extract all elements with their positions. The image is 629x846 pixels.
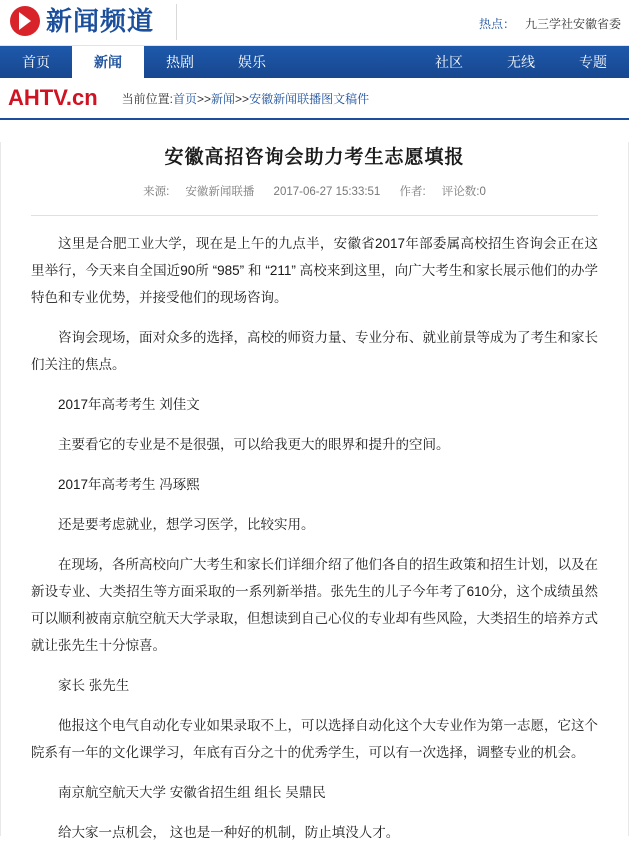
article-paragraph: 主要看它的专业是不是很强，可以给我更大的眼界和提升的空间。 — [58, 437, 450, 452]
article-paragraph: 这里是合肥工业大学，现在是上午的九点半，安徽省2017年部委属高校招生咨询会正在这里举行，今天来自全国近90所 “985” 和 “211” 高校来到这里，向广大考生和家长展示他们的办学特色和专业优势，并接受他们的现场咨询。 — [31, 236, 598, 305]
header-divider — [176, 4, 177, 40]
site-brand-mark: AHTV.cn — [8, 85, 98, 110]
article-paragraph: 给大家一点机会， 这也是一种好的机制，防止填没人才。 — [58, 825, 400, 840]
article-paragraph: 南京航空航天大学 安徽省招生组 组长 吴鼎民 — [58, 785, 326, 800]
breadcrumb-prefix: 当前位置: — [121, 91, 173, 106]
article-paragraph: 咨询会现场，面对众多的选择，高校的师资力量、专业分布、就业前景等成为了考生和家长们关注的焦点。 — [31, 330, 598, 372]
breadcrumb-separator-1: >> — [197, 91, 212, 106]
article-datetime: 2017-06-27 15:33:51 — [273, 186, 381, 198]
play-circle-icon — [10, 6, 40, 36]
article-meta — [13, 183, 616, 211]
hot-topics-label: 热点： — [478, 17, 515, 31]
nav-item-home[interactable]: 首页 — [22, 54, 50, 70]
article-author-label: 作者: — [399, 186, 426, 198]
article-source: 安徽新闻联播 — [185, 186, 255, 198]
nav-item-drama[interactable]: 热剧 — [166, 54, 194, 70]
article-container — [0, 142, 629, 840]
nav-item-special[interactable]: 专题 — [579, 54, 607, 70]
article-source-label: 来源: — [143, 186, 170, 198]
page-title: 安徽高招咨询会助力考生志愿填报 — [164, 147, 465, 168]
nav-left-group — [0, 46, 288, 78]
article-paragraph: 还是要考虑就业，想学习医学，比较实用。 — [58, 517, 315, 532]
article-paragraph: 2017年高考考生 刘佳文 — [58, 397, 200, 412]
main-navigation — [0, 46, 629, 78]
breadcrumb-item-news[interactable]: 新闻 — [211, 91, 236, 106]
article-paragraph: 2017年高考考生 冯琢熙 — [58, 477, 200, 492]
nav-item-community[interactable]: 社区 — [435, 54, 463, 70]
nav-item-news[interactable]: 新闻 — [72, 46, 144, 78]
article-paragraph: 在现场，各所高校向广大考生和家长们详细介绍了他们各自的招生政策和招生计划，以及在新设专业、大类招生等方面采取的一系列新举措。张先生的儿子今年考了610分，这个成绩虽然可以顺利被南京航空航天大学录取，但想读到自己心仪的专业却有些风险，大类招生的培养方式就让张先生十分惊喜。 — [31, 557, 598, 653]
breadcrumb — [122, 90, 369, 107]
breadcrumb-separator-2: >> — [235, 91, 250, 106]
site-logo[interactable] — [10, 6, 154, 36]
hot-topics — [479, 15, 621, 32]
hot-topic-link[interactable]: 九三学社安徽省委 — [524, 17, 621, 31]
nav-item-wireless[interactable]: 无线 — [507, 54, 535, 70]
site-header — [0, 0, 629, 46]
nav-right-group — [413, 46, 629, 78]
breadcrumb-item-current[interactable]: 安徽新闻联播图文稿件 — [249, 91, 370, 106]
breadcrumb-bar — [0, 78, 629, 120]
article-body — [13, 216, 616, 846]
article-comment-count: 评论数:0 — [441, 186, 486, 198]
breadcrumb-item-home[interactable]: 首页 — [173, 91, 198, 106]
nav-item-entertainment[interactable]: 娱乐 — [238, 54, 266, 70]
article-paragraph: 家长 张先生 — [58, 678, 130, 693]
article-paragraph: 他报这个电气自动化专业如果录取不上，可以选择自动化这个大专业作为第一志愿，它这个院系有一年的文化课学习，年底有百分之十的优秀学生，可以有一次选择，调整专业的机会。 — [31, 718, 598, 760]
site-logo-text: 新闻频道 — [46, 6, 155, 36]
